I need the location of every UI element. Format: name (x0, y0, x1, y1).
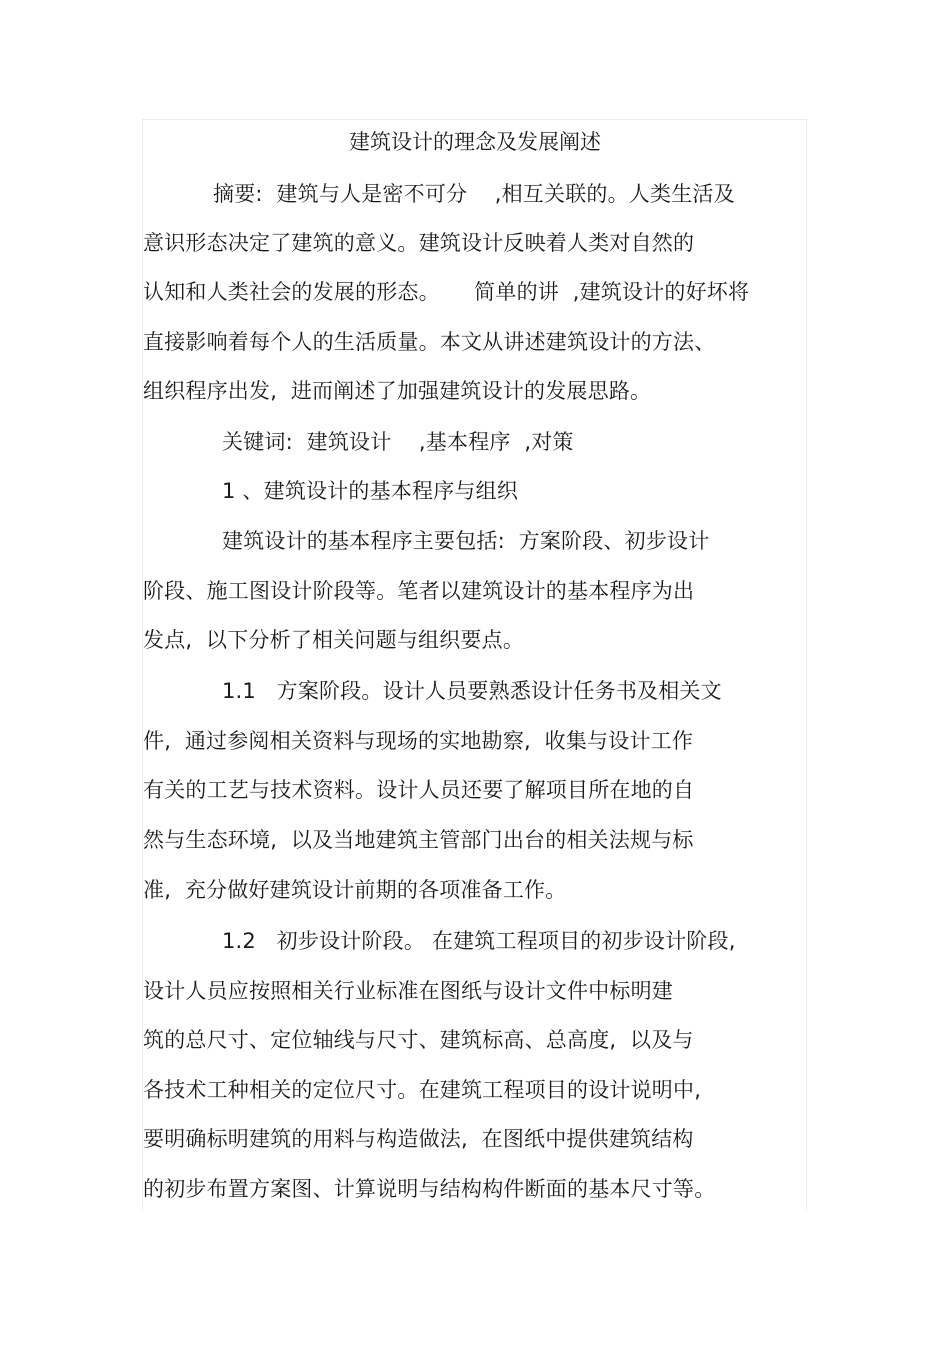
abstract-line-3: 认知和人类社会的发展的形态。 简单的讲 ,建筑设计的好坏将 (143, 280, 750, 304)
paragraph-line: 设计人员应按照相关行业标准在图纸与设计文件中标明建 (143, 979, 673, 1003)
document-title: 建筑设计的理念及发展阐述 (349, 130, 601, 154)
paragraph-line: 有关的工艺与技术资料。设计人员还要了解项目所在地的自 (143, 778, 695, 802)
paragraph-line: 的初步布置方案图、计算说明与结构构件断面的基本尺寸等。 (143, 1177, 716, 1201)
abstract-line-4: 直接影响着每个人的生活质量。本文从讲述建筑设计的方法、 (143, 330, 716, 354)
subsection-1-1-line: 1.1 方案阶段。设计人员要熟悉设计任务书及相关文 (222, 679, 722, 703)
paragraph-line: 阶段、施工图设计阶段等。笔者以建筑设计的基本程序为出 (143, 579, 695, 603)
keywords-line: 关键词: 建筑设计 ,基本程序 ,对策 (222, 430, 574, 454)
abstract-line-5: 组织程序出发, 进而阐述了加强建筑设计的发展思路。 (143, 379, 652, 403)
paragraph-line: 准, 充分做好建筑设计前期的各项准备工作。 (143, 878, 567, 902)
abstract-line-1: 摘要: 建筑与人是密不可分 ,相互关联的。人类生活及 (213, 182, 735, 206)
subsection-1-2-line: 1.2 初步设计阶段。 在建筑工程项目的初步设计阶段, (222, 929, 736, 953)
paragraph-line: 筑的总尺寸、定位轴线与尺寸、建筑标高、总高度, 以及与 (143, 1028, 694, 1052)
paragraph-line: 要明确标明建筑的用料与构造做法, 在图纸中提供建筑结构 (143, 1127, 694, 1151)
paragraph-line: 发点, 以下分析了相关问题与组织要点。 (143, 628, 525, 652)
paragraph-line: 件, 通过参阅相关资料与现场的实地勘察, 收集与设计工作 (143, 729, 694, 753)
paragraph-line: 然与生态环境, 以及当地建筑主管部门出台的相关法规与标 (143, 828, 694, 852)
paragraph-line: 各技术工种相关的定位尺寸。在建筑工程项目的设计说明中, (143, 1078, 702, 1102)
abstract-line-2: 意识形态决定了建筑的意义。建筑设计反映着人类对自然的 (143, 231, 695, 255)
paragraph-line: 建筑设计的基本程序主要包括: 方案阶段、初步设计 (222, 529, 710, 553)
section-heading-1: 1 、建筑设计的基本程序与组织 (222, 479, 519, 503)
